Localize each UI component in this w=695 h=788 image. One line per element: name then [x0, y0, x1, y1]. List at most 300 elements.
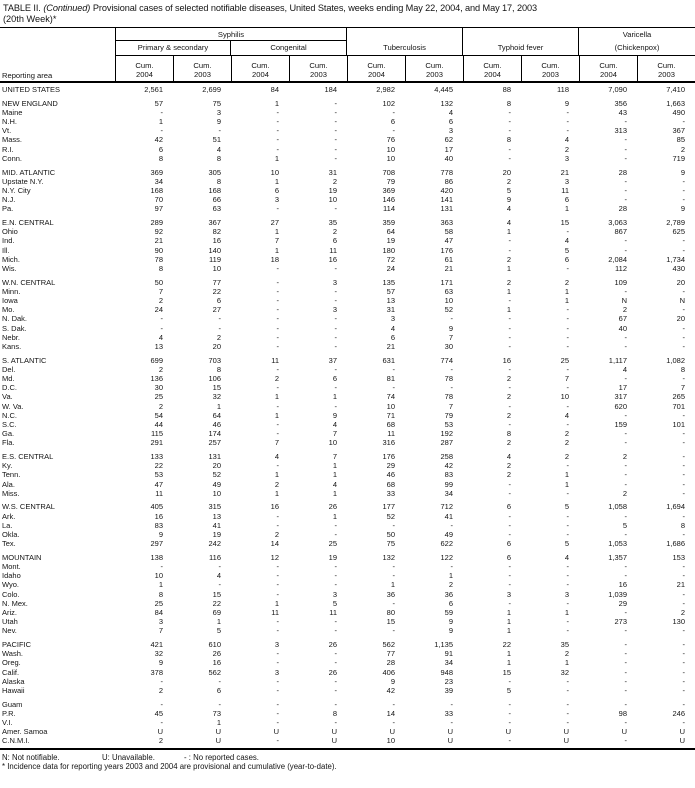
value-cell: - — [624, 176, 627, 186]
table-row — [0, 186, 695, 195]
cum-label: Cum. — [367, 61, 386, 70]
value-cell: - — [682, 176, 685, 186]
value-cell: 1 — [158, 117, 163, 127]
value-cell: 177 — [382, 502, 395, 512]
reporting-area-cell: Mich. — [2, 254, 20, 264]
value-cell: 2 — [564, 649, 569, 659]
value-cell: 80 — [386, 607, 395, 617]
value-cell: 2 — [622, 488, 627, 498]
cum-label: Cum. — [425, 61, 444, 70]
cum-label: Cum. — [193, 61, 212, 70]
reporting-area-cell: Conn. — [2, 153, 23, 163]
table-row — [0, 668, 695, 677]
table-row — [0, 126, 695, 135]
value-cell: 1 — [564, 286, 569, 296]
value-cell: 16 — [270, 502, 279, 512]
value-cell: 8 — [506, 98, 511, 108]
value-cell: U — [331, 736, 337, 746]
value-cell: - — [508, 708, 511, 718]
value-cell: - — [566, 685, 569, 695]
value-cell: 291 — [150, 438, 163, 448]
column-header-cum-2004 — [231, 56, 289, 81]
value-cell: 83 — [154, 520, 163, 530]
value-cell: 1 — [506, 305, 511, 315]
table-row — [0, 438, 695, 447]
value-cell: 5 — [564, 502, 569, 512]
value-cell: 21 — [444, 263, 453, 273]
value-cell: 77 — [212, 277, 221, 287]
value-cell: 8 — [158, 263, 163, 273]
value-cell: 1 — [274, 227, 279, 237]
value-cell: 54 — [154, 410, 163, 420]
value-cell: - — [334, 617, 337, 627]
value-cell: 6 — [564, 254, 569, 264]
value-cell: - — [624, 153, 627, 163]
value-cell: 22 — [212, 598, 221, 608]
reporting-area-cell: Tex. — [2, 539, 16, 549]
value-cell: 22 — [502, 640, 511, 649]
reporting-area-cell: Mass. — [2, 135, 23, 145]
value-cell: 2 — [158, 401, 163, 411]
reporting-area-cell: N.J. — [2, 195, 16, 205]
value-cell: - — [334, 520, 337, 530]
value-cell: 138 — [150, 552, 163, 562]
value-cell: 257 — [208, 438, 221, 448]
value-cell: 8 — [216, 153, 221, 163]
column-groups — [115, 28, 695, 81]
table-row — [0, 686, 695, 695]
value-cell: - — [276, 571, 279, 581]
value-cell: 1 — [390, 580, 395, 590]
value-cell: - — [392, 520, 395, 530]
table-row — [0, 195, 695, 204]
value-cell: 42 — [386, 685, 395, 695]
value-cell: 1 — [332, 470, 337, 480]
value-cell: - — [508, 488, 511, 498]
column-header-cum-2004 — [579, 56, 637, 81]
table-row — [0, 154, 695, 163]
value-cell: - — [392, 718, 395, 727]
value-cell: - — [624, 438, 627, 448]
value-cell: 7,410 — [666, 85, 685, 94]
value-cell: 30 — [154, 383, 163, 393]
year-label: 2004 — [368, 69, 385, 79]
value-cell: 22 — [212, 286, 221, 296]
value-cell: 84 — [154, 607, 163, 617]
value-cell: 9 — [506, 195, 511, 205]
value-cell: - — [218, 699, 221, 709]
table-row — [0, 539, 695, 548]
value-cell: - — [218, 580, 221, 590]
value-cell: 20 — [212, 341, 221, 351]
value-cell: - — [682, 470, 685, 480]
value-cell: 1 — [274, 176, 279, 186]
value-cell: 5 — [564, 245, 569, 255]
value-cell: U — [679, 736, 685, 746]
value-cell: 7 — [274, 438, 279, 448]
cum-label: Cum. — [135, 61, 154, 70]
value-cell: 1 — [506, 227, 511, 237]
value-cell: 1,694 — [666, 502, 685, 512]
value-cell: 7 — [448, 401, 453, 411]
value-cell: - — [276, 314, 279, 324]
reporting-area-cell: Wis. — [2, 263, 17, 273]
value-cell: 159 — [614, 419, 627, 429]
value-cell: - — [624, 117, 627, 127]
value-cell: - — [334, 562, 337, 571]
value-cell: 11 — [271, 355, 279, 365]
value-cell: 6 — [506, 552, 511, 562]
value-cell: 10 — [154, 571, 163, 581]
table-row — [0, 117, 695, 126]
value-cell: - — [392, 571, 395, 581]
value-cell: 11 — [387, 429, 395, 439]
value-cell: 176 — [382, 451, 395, 461]
value-cell: 115 — [151, 429, 163, 439]
value-cell: 1 — [158, 580, 163, 590]
value-cell: - — [392, 107, 395, 117]
value-cell: - — [624, 479, 627, 489]
value-cell: 4 — [216, 571, 221, 581]
value-cell: 316 — [382, 438, 395, 448]
value-cell: 27 — [270, 217, 279, 227]
value-cell: 867 — [614, 227, 627, 237]
value-cell: - — [682, 649, 685, 659]
value-cell: - — [566, 332, 569, 342]
value-cell: - — [276, 383, 279, 393]
value-cell: 246 — [672, 708, 685, 718]
value-cell: 1,734 — [666, 254, 685, 264]
value-cell: 4 — [564, 410, 569, 420]
table-row — [0, 135, 695, 144]
value-cell: 317 — [614, 392, 627, 402]
value-cell: - — [508, 520, 511, 530]
value-cell: 50 — [154, 277, 163, 287]
reporting-area-cell: Guam — [2, 699, 23, 709]
value-cell: 562 — [382, 640, 395, 649]
value-cell: - — [624, 736, 627, 746]
value-cell: - — [450, 699, 453, 709]
value-cell: - — [566, 323, 569, 333]
value-cell: 3 — [390, 314, 395, 324]
value-cell: 9 — [332, 410, 337, 420]
value-cell: 287 — [440, 438, 453, 448]
value-cell: - — [450, 383, 453, 393]
value-cell: - — [682, 410, 685, 420]
value-cell: 53 — [444, 419, 453, 429]
value-cell: 70 — [154, 195, 163, 205]
value-cell: 10 — [328, 195, 337, 205]
value-cell: 44 — [154, 419, 163, 429]
value-cell: 88 — [502, 85, 511, 94]
value-cell: 32 — [560, 667, 569, 677]
value-cell: 8 — [506, 429, 511, 439]
value-cell: - — [624, 332, 627, 342]
value-cell: 8 — [680, 520, 685, 530]
value-cell: 2 — [506, 373, 511, 383]
value-cell: 40 — [618, 323, 627, 333]
value-cell: 289 — [150, 217, 163, 227]
value-cell: 430 — [672, 263, 685, 273]
value-cell: - — [392, 126, 395, 136]
reporting-area-cell: Tenn. — [2, 470, 21, 480]
table-section — [0, 278, 695, 352]
value-cell: 174 — [208, 429, 221, 439]
value-cell: - — [276, 718, 279, 727]
group-header-band — [115, 28, 695, 56]
value-cell: 4 — [506, 217, 511, 227]
value-cell: 2 — [274, 373, 279, 383]
value-cell: - — [334, 529, 337, 539]
value-cell: - — [160, 314, 163, 324]
table-section — [0, 99, 695, 163]
value-cell: 297 — [150, 539, 163, 549]
value-cell: U — [563, 727, 569, 737]
value-cell: 5 — [216, 626, 221, 636]
incidence-footnote: * Incidence data for reporting years 2003 and 2004 are provisional and cumulative (year-to-date). — [2, 762, 337, 772]
value-cell: 367 — [208, 217, 221, 227]
value-cell: - — [334, 571, 337, 581]
value-cell: 32 — [212, 392, 221, 402]
value-cell: 84 — [270, 85, 279, 94]
value-cell: - — [392, 364, 395, 374]
reporting-area-cell: UNITED STATES — [2, 85, 61, 94]
table-row — [0, 489, 695, 498]
value-cell: 28 — [618, 204, 627, 214]
value-cell: - — [508, 401, 511, 411]
value-cell: - — [334, 98, 337, 108]
table-row — [0, 108, 695, 117]
reporting-area-cell: Nev. — [2, 626, 17, 636]
value-cell: U — [157, 727, 163, 737]
cum-label: Cum. — [309, 61, 328, 70]
page-subtitle: (20th Week)* — [3, 14, 57, 24]
value-cell: 4,445 — [434, 85, 453, 94]
value-cell: - — [682, 658, 685, 668]
value-cell: 1 — [506, 263, 511, 273]
table-row — [0, 177, 695, 186]
table-row — [0, 512, 695, 521]
table-row — [0, 571, 695, 580]
value-cell: 2 — [564, 144, 569, 154]
value-cell: 7 — [448, 332, 453, 342]
table-section — [0, 700, 695, 746]
value-cell: 32 — [154, 649, 163, 659]
value-cell: - — [566, 383, 569, 393]
table-row — [0, 342, 695, 351]
reporting-area-cell: Iowa — [2, 295, 18, 305]
value-cell: 81 — [386, 373, 395, 383]
table-section — [0, 218, 695, 273]
value-cell: 102 — [382, 98, 395, 108]
value-cell: 45 — [154, 708, 163, 718]
value-cell: 82 — [212, 227, 221, 237]
value-cell: 2 — [622, 305, 627, 315]
value-cell: 21 — [560, 167, 569, 177]
table-row — [0, 461, 695, 470]
value-cell: 112 — [615, 263, 627, 273]
value-cell: 25 — [560, 355, 569, 365]
value-cell: 36 — [444, 589, 453, 599]
value-cell: - — [276, 204, 279, 214]
value-cell: - — [566, 699, 569, 709]
year-label: 2003 — [542, 69, 559, 79]
value-cell: - — [566, 571, 569, 581]
value-cell: U — [505, 727, 511, 737]
year-label: 2003 — [658, 69, 675, 79]
value-cell: 7 — [332, 429, 337, 439]
value-cell: 116 — [209, 552, 221, 562]
value-cell: - — [624, 649, 627, 659]
value-cell: 10 — [386, 401, 395, 411]
reporting-area-cell: C.N.M.I. — [2, 736, 30, 746]
reporting-area-cell: E.N. CENTRAL — [2, 217, 54, 227]
value-cell: - — [682, 626, 685, 636]
value-cell: - — [682, 373, 685, 383]
reporting-area-cell: Ky. — [2, 461, 13, 471]
value-cell: 9 — [158, 658, 163, 668]
value-cell: 63 — [444, 286, 453, 296]
reporting-area-cell: Wash. — [2, 649, 23, 659]
legend-unavailable: U: Unavailable. — [102, 752, 155, 762]
value-cell: 36 — [386, 589, 395, 599]
legend-not-notifiable: N: Not notifiable. — [2, 752, 60, 762]
value-cell: - — [624, 245, 627, 255]
value-cell: 2 — [158, 364, 163, 374]
value-cell: 9 — [390, 676, 395, 686]
reporting-area-cell: Nebr. — [2, 332, 20, 342]
value-cell: - — [334, 263, 337, 273]
value-cell: 3 — [216, 107, 221, 117]
table-row — [0, 617, 695, 626]
value-cell: 46 — [386, 470, 395, 480]
value-cell: 1 — [506, 658, 511, 668]
reporting-area-cell: Calif. — [2, 667, 20, 677]
value-cell: - — [682, 245, 685, 255]
value-cell: - — [276, 429, 279, 439]
value-cell: - — [508, 332, 511, 342]
value-cell: 16 — [328, 254, 337, 264]
value-cell: 1 — [564, 658, 569, 668]
value-cell: 79 — [444, 410, 453, 420]
value-cell: 1 — [332, 511, 337, 521]
value-cell: 265 — [672, 392, 685, 402]
value-cell: 7 — [680, 383, 685, 393]
table-row — [0, 562, 695, 571]
value-cell: 29 — [618, 598, 627, 608]
value-cell: 2 — [274, 479, 279, 489]
value-cell: 712 — [440, 502, 453, 512]
value-cell: - — [624, 470, 627, 480]
value-cell: - — [624, 341, 627, 351]
value-cell: 7 — [564, 373, 569, 383]
value-cell: 4 — [564, 236, 569, 246]
table-row — [0, 429, 695, 438]
value-cell: - — [276, 263, 279, 273]
legend-no-reported-cases: - : No reported cases. — [184, 752, 259, 762]
value-cell: 6 — [448, 117, 453, 127]
reporting-area-cell: Oreg. — [2, 658, 21, 668]
table-row — [0, 709, 695, 718]
value-cell: 406 — [382, 667, 395, 677]
value-cell: 3 — [448, 126, 453, 136]
reporting-area-cell: N.C. — [2, 410, 17, 420]
value-cell: - — [450, 364, 453, 374]
value-cell: 39 — [444, 685, 453, 695]
reporting-area-cell: Va. — [2, 392, 13, 402]
value-cell: - — [682, 598, 685, 608]
reporting-area-cell: D.C. — [2, 383, 17, 393]
value-cell: - — [682, 479, 685, 489]
value-cell: - — [624, 571, 627, 581]
value-cell: 1 — [274, 470, 279, 480]
reporting-area-cell: Wyo. — [2, 580, 20, 590]
value-cell: - — [508, 736, 511, 746]
reporting-area-cell: Md. — [2, 373, 15, 383]
value-cell: - — [334, 144, 337, 154]
value-cell: - — [276, 419, 279, 429]
value-cell: - — [682, 676, 685, 686]
value-cell: 2 — [216, 332, 221, 342]
value-cell: 13 — [154, 341, 163, 351]
value-cell: 57 — [386, 286, 395, 296]
value-cell: 1,357 — [608, 552, 627, 562]
value-cell: 1 — [506, 286, 511, 296]
value-cell: 8 — [158, 589, 163, 599]
value-cell: 5 — [332, 598, 337, 608]
legend-line — [2, 753, 695, 763]
value-cell: 4 — [216, 144, 221, 154]
value-cell: 1 — [216, 401, 221, 411]
value-cell: - — [508, 598, 511, 608]
value-cell: 69 — [212, 607, 221, 617]
value-cell: 2,561 — [144, 85, 163, 94]
reporting-area-cell: NEW ENGLAND — [2, 98, 58, 108]
column-header-cum-2003 — [637, 56, 695, 81]
value-cell: - — [682, 195, 685, 205]
value-cell: 118 — [557, 85, 569, 94]
table-row — [0, 365, 695, 374]
value-cell: - — [392, 699, 395, 709]
table-row — [0, 324, 695, 333]
value-cell: 14 — [270, 539, 279, 549]
value-cell: 57 — [154, 98, 163, 108]
value-cell: - — [508, 699, 511, 709]
reporting-area-cell: Amer. Samoa — [2, 727, 48, 737]
value-cell: 3 — [274, 667, 279, 677]
value-cell: - — [566, 341, 569, 351]
table-section — [0, 356, 695, 448]
value-cell: - — [160, 323, 163, 333]
value-cell: - — [682, 461, 685, 471]
value-cell: - — [276, 305, 279, 315]
value-cell: 356 — [614, 98, 627, 108]
value-cell: 78 — [444, 392, 453, 402]
value-cell: - — [566, 107, 569, 117]
value-cell: 136 — [150, 373, 163, 383]
value-cell: 16 — [502, 355, 511, 365]
value-cell: 2 — [680, 144, 685, 154]
value-cell: - — [624, 676, 627, 686]
value-cell: 6 — [390, 117, 395, 127]
table-body — [0, 83, 695, 750]
value-cell: 7 — [274, 236, 279, 246]
value-cell: 49 — [212, 479, 221, 489]
value-cell: 24 — [386, 263, 395, 273]
reporting-area-cell: P.R. — [2, 708, 16, 718]
value-cell: - — [334, 332, 337, 342]
value-cell: 1 — [506, 649, 511, 659]
